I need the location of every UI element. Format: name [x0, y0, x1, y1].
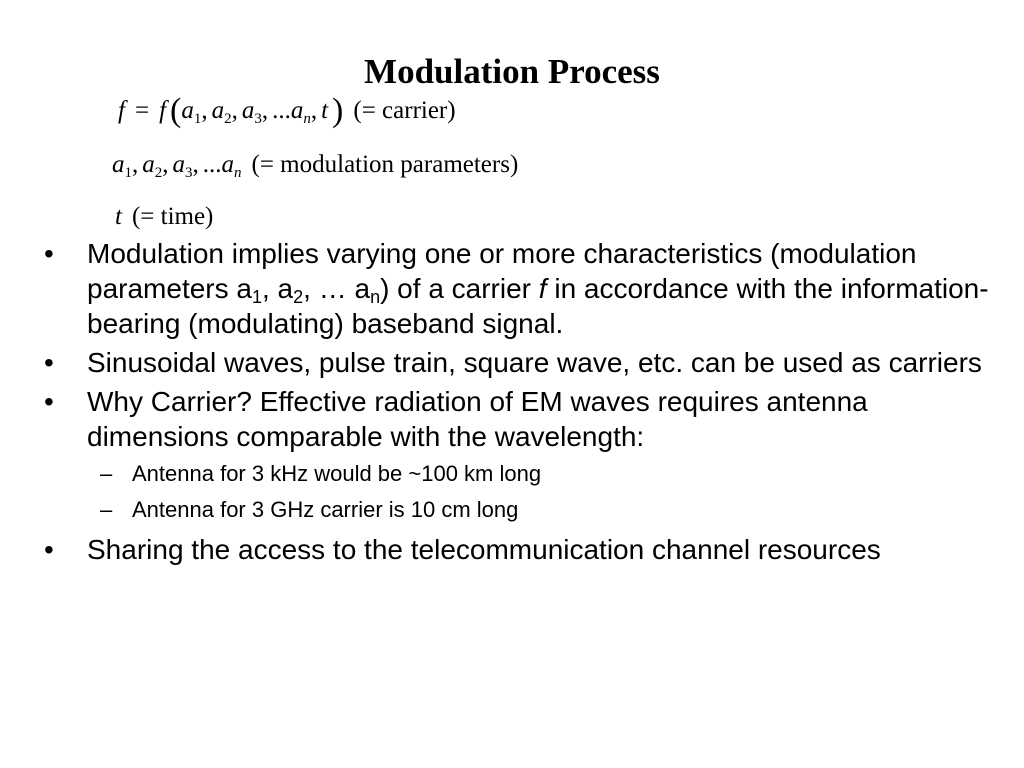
carrier-note: (= carrier): [353, 97, 456, 124]
bullet-marker: •: [44, 534, 54, 565]
bullet-text: ) of a carrier: [380, 273, 539, 304]
subscript: 1: [251, 287, 262, 307]
parameters-note: (= modulation parameters): [251, 151, 519, 178]
italic-symbol: f: [538, 273, 547, 304]
sub-bullet-text: Antenna for 3 GHz carrier is 10 cm long: [132, 497, 519, 522]
bullet-item: [44, 236, 1004, 341]
sub-bullet-marker: –: [100, 461, 113, 486]
bullet-text: Sharing the access to the telecommunication channel resources: [87, 534, 881, 565]
slide-title: Modulation Process: [364, 52, 660, 91]
bullet-text: in accordance with the information-bearing (modulating) baseband signal.: [87, 273, 989, 339]
carrier-formula: f = f ($a_1$, $a_2$, $a_3$, $...a_n$, t ) (= carrier): [118, 92, 456, 129]
bullet-list: [44, 236, 1004, 571]
bullet-marker: •: [44, 347, 54, 378]
bullet-item: [44, 384, 1004, 454]
time-formula: t (= time): [115, 203, 214, 230]
bullet-text: Why Carrier? Effective radiation of EM waves requires antenna dimensions comparable with the wavelength:: [87, 386, 868, 452]
sub-bullet-text: Antenna for 3 kHz would be ~100 km long: [132, 461, 542, 486]
bullet-text: Sinusoidal waves, pulse train, square wave, etc. can be used as carriers: [87, 347, 982, 378]
parameters-formula: $a_1$, $a_2$, $a_3$, $...a_n$ (= modulation parameters): [112, 151, 519, 181]
bullet-text: Modulation implies varying one or more characteristics (modulation parameters a: [87, 238, 917, 304]
sub-bullet-list: [44, 460, 1004, 524]
bullet-text: , a: [261, 273, 294, 304]
bullet-item: [44, 532, 1004, 567]
sub-bullet-marker: –: [100, 497, 113, 522]
bullet-marker: •: [44, 386, 54, 417]
bullet-marker: •: [44, 238, 54, 269]
time-note: (= time): [131, 203, 214, 230]
bullet-text: , … a: [303, 273, 371, 304]
subscript: 2: [293, 287, 304, 307]
sub-bullet-item: [44, 460, 1004, 488]
sub-bullet-item: [44, 496, 1004, 524]
bullet-item: [44, 345, 1004, 380]
subscript: n: [370, 287, 381, 307]
